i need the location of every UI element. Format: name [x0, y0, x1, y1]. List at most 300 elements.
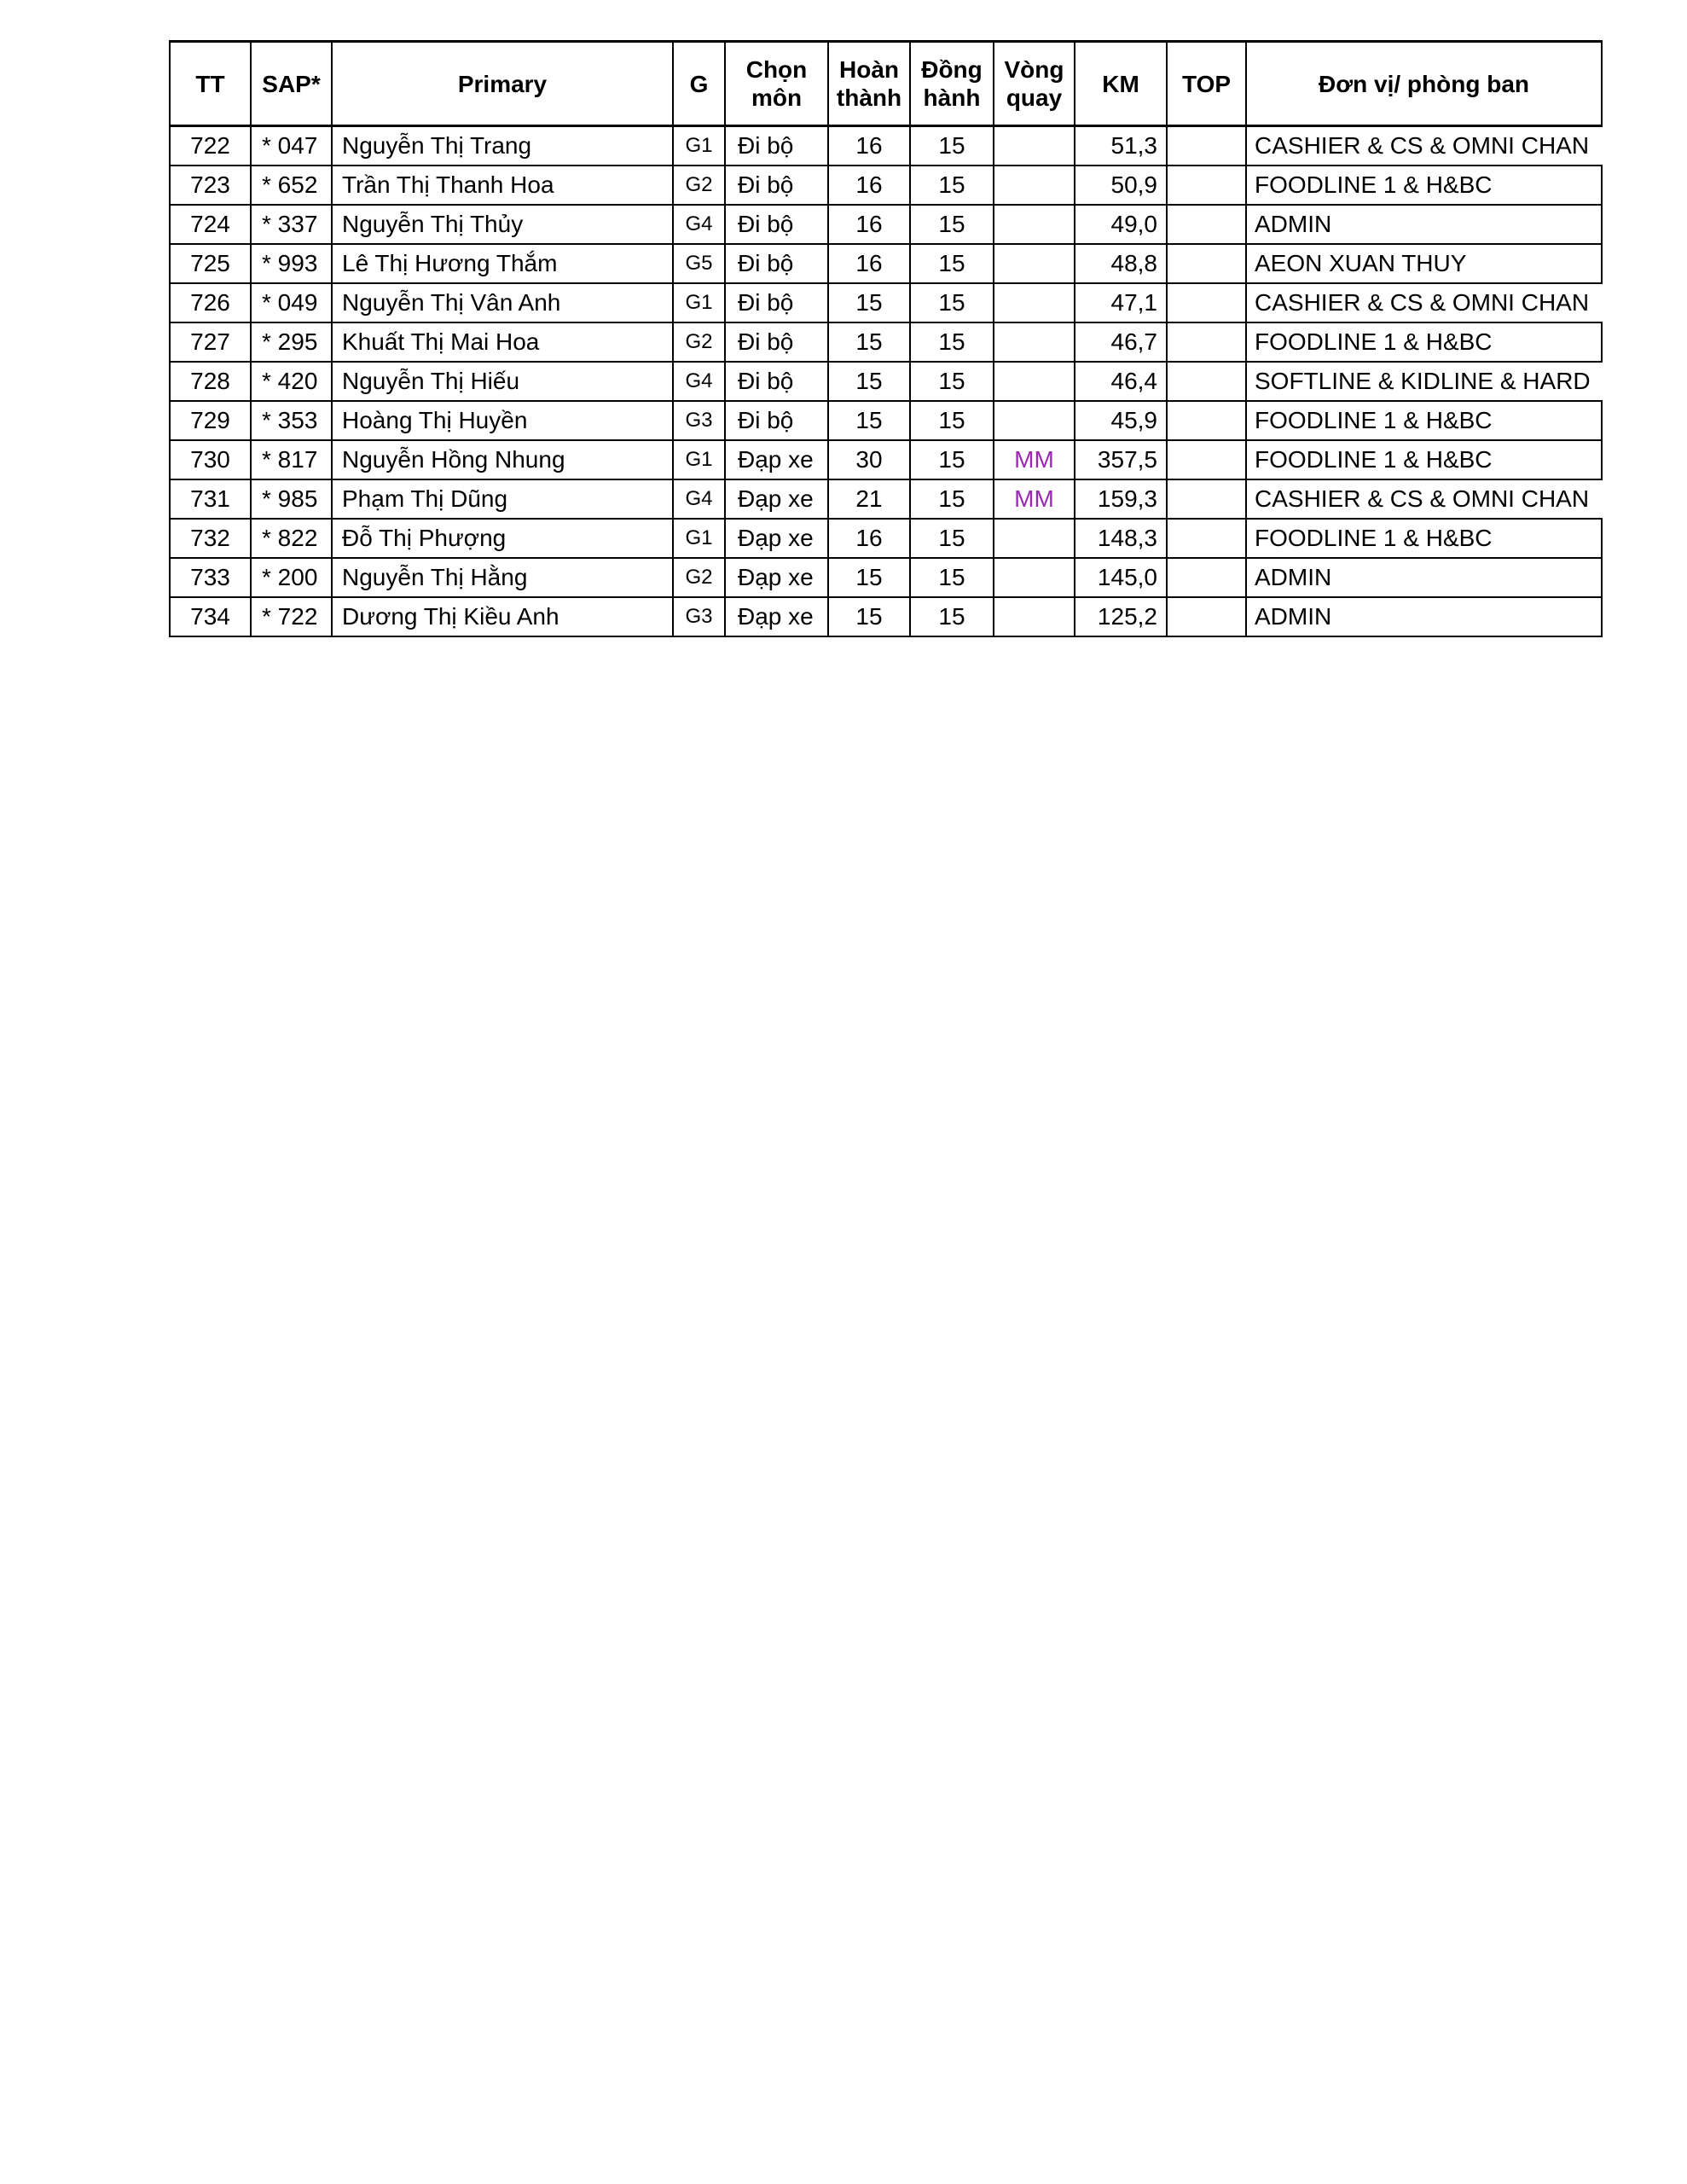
cell-text: 15 [938, 211, 965, 237]
cell-text: G5 [685, 252, 713, 275]
cell-g [674, 127, 726, 165]
cell-text: Dương Thị Kiều Anh [342, 603, 559, 630]
header-label: Đơn vị/ phòng ban [1319, 70, 1529, 97]
cell-sap [252, 127, 333, 165]
cell-vong_quay [994, 520, 1075, 557]
cell-text: 357,5 [1097, 446, 1157, 473]
cell-top [1168, 441, 1247, 479]
cell-text: 722 [190, 132, 230, 159]
cell-text: Đi bộ [738, 368, 794, 394]
header-label: TT [195, 70, 225, 97]
cell-dong_hanh [911, 402, 994, 439]
cell-g [674, 480, 726, 518]
cell-text: 732 [190, 525, 230, 551]
cell-text: * 817 [262, 446, 318, 473]
cell-text: 15 [938, 132, 965, 159]
header-hoan-thanh [829, 43, 911, 125]
cell-text: 734 [190, 603, 230, 630]
cell-text: G2 [685, 173, 713, 196]
cell-text: Đi bộ [738, 328, 794, 355]
cell-sap [252, 363, 333, 400]
cell-primary [333, 166, 674, 204]
cell-primary [333, 363, 674, 400]
cell-text: G1 [685, 526, 713, 549]
cell-text: 733 [190, 564, 230, 590]
cell-primary [333, 480, 674, 518]
cell-text: Đi bộ [738, 171, 794, 198]
cell-top [1168, 206, 1247, 243]
cell-text: 729 [190, 407, 230, 433]
cell-text: Hoàng Thị Huyền [342, 407, 528, 433]
cell-text: Đi bộ [738, 289, 794, 316]
cell-primary [333, 559, 674, 596]
cell-text: 15 [938, 328, 965, 355]
cell-tt [171, 166, 252, 204]
cell-text: FOODLINE 1 & H&BC [1255, 446, 1493, 473]
cell-hoan_thanh [829, 480, 911, 518]
cell-km [1075, 480, 1168, 518]
cell-text: 15 [938, 564, 965, 590]
cell-sap [252, 323, 333, 361]
cell-text: CASHIER & CS & OMNI CHAN [1255, 485, 1590, 512]
cell-text: 15 [938, 603, 965, 630]
cell-dong_hanh [911, 323, 994, 361]
cell-vong_quay [994, 598, 1075, 636]
cell-vong_quay [994, 206, 1075, 243]
cell-text: FOODLINE 1 & H&BC [1255, 328, 1493, 355]
cell-km [1075, 363, 1168, 400]
cell-text: 16 [855, 132, 883, 159]
cell-dong_hanh [911, 363, 994, 400]
cell-don_vi [1247, 166, 1603, 204]
cell-text: 727 [190, 328, 230, 355]
cell-don_vi [1247, 559, 1603, 596]
cell-text: MM [1014, 485, 1054, 512]
cell-text: 50,9 [1110, 171, 1157, 198]
cell-chon_mon [726, 402, 829, 439]
cell-hoan_thanh [829, 166, 911, 204]
cell-text: 15 [938, 407, 965, 433]
cell-text: Phạm Thị Dũng [342, 485, 508, 512]
cell-km [1075, 598, 1168, 636]
cell-text: ADMIN [1255, 603, 1332, 630]
cell-text: * 993 [262, 250, 318, 276]
cell-text: Đạp xe [738, 485, 814, 512]
cell-chon_mon [726, 520, 829, 557]
cell-primary [333, 441, 674, 479]
cell-text: * 337 [262, 211, 318, 237]
cell-text: 125,2 [1097, 603, 1157, 630]
cell-text: * 353 [262, 407, 318, 433]
table-row [171, 480, 1603, 520]
header-label: Vòng quay [1004, 56, 1064, 111]
cell-text: Đi bộ [738, 132, 794, 159]
cell-top [1168, 127, 1247, 165]
cell-text: 145,0 [1097, 564, 1157, 590]
cell-text: 15 [938, 485, 965, 512]
cell-text: G4 [685, 369, 713, 392]
cell-don_vi [1247, 245, 1603, 282]
cell-hoan_thanh [829, 441, 911, 479]
header-label: SAP* [262, 70, 321, 97]
cell-text: 15 [938, 289, 965, 316]
cell-text: 46,4 [1110, 368, 1157, 394]
cell-text: * 722 [262, 603, 318, 630]
cell-text: 148,3 [1097, 525, 1157, 551]
cell-text: 728 [190, 368, 230, 394]
cell-text: 49,0 [1110, 211, 1157, 237]
cell-chon_mon [726, 598, 829, 636]
table-row [171, 363, 1603, 402]
cell-don_vi [1247, 206, 1603, 243]
cell-text: Khuất Thị Mai Hoa [342, 328, 540, 355]
cell-primary [333, 402, 674, 439]
cell-dong_hanh [911, 127, 994, 165]
cell-don_vi [1247, 598, 1603, 636]
cell-hoan_thanh [829, 402, 911, 439]
cell-g [674, 323, 726, 361]
cell-g [674, 598, 726, 636]
cell-chon_mon [726, 441, 829, 479]
cell-hoan_thanh [829, 323, 911, 361]
cell-text: 730 [190, 446, 230, 473]
cell-vong_quay [994, 127, 1075, 165]
cell-vong_quay [994, 363, 1075, 400]
header-label: Hoàn thành [836, 56, 902, 111]
cell-km [1075, 402, 1168, 439]
cell-text: 15 [938, 250, 965, 276]
cell-text: * 200 [262, 564, 318, 590]
header-label: TOP [1181, 70, 1232, 97]
cell-text: G2 [685, 330, 713, 353]
cell-tt [171, 284, 252, 322]
cell-text: Đi bộ [738, 407, 794, 433]
cell-hoan_thanh [829, 598, 911, 636]
cell-hoan_thanh [829, 206, 911, 243]
cell-don_vi [1247, 284, 1603, 322]
cell-g [674, 206, 726, 243]
cell-text: 16 [855, 211, 883, 237]
table-row [171, 166, 1603, 206]
cell-text: 15 [938, 368, 965, 394]
header-label: Primary [457, 70, 548, 97]
cell-chon_mon [726, 206, 829, 243]
cell-text: 46,7 [1110, 328, 1157, 355]
table-row [171, 441, 1603, 480]
cell-vong_quay [994, 441, 1075, 479]
header-dong-hanh [911, 43, 994, 125]
cell-text: ADMIN [1255, 211, 1332, 237]
cell-chon_mon [726, 559, 829, 596]
cell-sap [252, 520, 333, 557]
cell-text: 15 [855, 328, 883, 355]
cell-text: Lê Thị Hương Thắm [342, 250, 558, 276]
cell-text: 15 [855, 368, 883, 394]
cell-text: * 295 [262, 328, 318, 355]
cell-text: Nguyễn Thị Thủy [342, 211, 524, 237]
cell-sap [252, 284, 333, 322]
cell-sap [252, 245, 333, 282]
cell-text: 723 [190, 171, 230, 198]
cell-text: G1 [685, 291, 713, 314]
cell-km [1075, 520, 1168, 557]
cell-top [1168, 480, 1247, 518]
cell-chon_mon [726, 323, 829, 361]
header-km [1075, 43, 1168, 125]
cell-chon_mon [726, 284, 829, 322]
cell-sap [252, 166, 333, 204]
cell-text: ADMIN [1255, 564, 1332, 590]
cell-text: * 985 [262, 485, 318, 512]
cell-vong_quay [994, 166, 1075, 204]
cell-g [674, 363, 726, 400]
header-sap [252, 43, 333, 125]
cell-dong_hanh [911, 441, 994, 479]
cell-tt [171, 323, 252, 361]
cell-text: Đi bộ [738, 211, 794, 237]
cell-text: 21 [855, 485, 883, 512]
cell-primary [333, 245, 674, 282]
cell-km [1075, 284, 1168, 322]
cell-hoan_thanh [829, 127, 911, 165]
cell-vong_quay [994, 480, 1075, 518]
cell-sap [252, 206, 333, 243]
header-tt [171, 43, 252, 125]
cell-don_vi [1247, 520, 1603, 557]
cell-top [1168, 559, 1247, 596]
cell-text: 15 [855, 564, 883, 590]
cell-sap [252, 480, 333, 518]
cell-km [1075, 559, 1168, 596]
cell-text: * 652 [262, 171, 318, 198]
cell-text: * 049 [262, 289, 318, 316]
cell-sap [252, 441, 333, 479]
cell-tt [171, 363, 252, 400]
table-row [171, 206, 1603, 245]
cell-dong_hanh [911, 520, 994, 557]
cell-chon_mon [726, 480, 829, 518]
cell-text: Nguyễn Thị Hằng [342, 564, 528, 590]
cell-sap [252, 402, 333, 439]
header-label: Chọn môn [745, 56, 808, 111]
header-top [1168, 43, 1247, 125]
cell-hoan_thanh [829, 559, 911, 596]
cell-don_vi [1247, 363, 1603, 400]
cell-km [1075, 323, 1168, 361]
cell-text: 16 [855, 525, 883, 551]
cell-tt [171, 480, 252, 518]
cell-vong_quay [994, 284, 1075, 322]
cell-text: SOFTLINE & KIDLINE & HARD [1255, 368, 1591, 394]
cell-text: Đạp xe [738, 525, 814, 551]
cell-text: FOODLINE 1 & H&BC [1255, 525, 1493, 551]
cell-top [1168, 323, 1247, 361]
cell-dong_hanh [911, 284, 994, 322]
cell-text: 16 [855, 250, 883, 276]
cell-km [1075, 245, 1168, 282]
cell-tt [171, 598, 252, 636]
cell-don_vi [1247, 127, 1603, 165]
cell-tt [171, 520, 252, 557]
table-row [171, 245, 1603, 284]
cell-text: FOODLINE 1 & H&BC [1255, 407, 1493, 433]
cell-text: Đạp xe [738, 564, 814, 590]
cell-chon_mon [726, 245, 829, 282]
cell-text: 726 [190, 289, 230, 316]
cell-primary [333, 598, 674, 636]
cell-text: 159,3 [1097, 485, 1157, 512]
cell-g [674, 245, 726, 282]
cell-km [1075, 127, 1168, 165]
cell-text: * 822 [262, 525, 318, 551]
table-row [171, 402, 1603, 441]
cell-text: G2 [685, 566, 713, 589]
cell-km [1075, 206, 1168, 243]
cell-text: * 047 [262, 132, 318, 159]
cell-text: G4 [685, 212, 713, 235]
cell-text: 15 [855, 603, 883, 630]
cell-vong_quay [994, 402, 1075, 439]
cell-chon_mon [726, 166, 829, 204]
cell-vong_quay [994, 559, 1075, 596]
cell-text: 725 [190, 250, 230, 276]
cell-primary [333, 284, 674, 322]
cell-text: Đạp xe [738, 446, 814, 473]
cell-primary [333, 520, 674, 557]
cell-text: CASHIER & CS & OMNI CHAN [1255, 289, 1590, 316]
cell-text: 15 [938, 171, 965, 198]
cell-don_vi [1247, 323, 1603, 361]
cell-g [674, 520, 726, 557]
cell-chon_mon [726, 127, 829, 165]
cell-text: 47,1 [1110, 289, 1157, 316]
cell-text: Đỗ Thị Phượng [342, 525, 507, 551]
cell-g [674, 559, 726, 596]
cell-sap [252, 559, 333, 596]
cell-text: AEON XUAN THUY [1255, 250, 1467, 276]
cell-hoan_thanh [829, 520, 911, 557]
cell-text: MM [1014, 446, 1054, 473]
cell-dong_hanh [911, 559, 994, 596]
cell-text: 51,3 [1110, 132, 1157, 159]
table-row [171, 127, 1603, 166]
cell-sap [252, 598, 333, 636]
cell-text: Nguyễn Thị Trang [342, 132, 532, 159]
header-label: Đồng hành [921, 56, 983, 111]
cell-hoan_thanh [829, 284, 911, 322]
cell-top [1168, 363, 1247, 400]
cell-top [1168, 284, 1247, 322]
header-label: KM [1102, 70, 1139, 97]
results-table [169, 40, 1603, 637]
cell-g [674, 284, 726, 322]
table-row [171, 284, 1603, 323]
cell-top [1168, 245, 1247, 282]
cell-tt [171, 441, 252, 479]
cell-tt [171, 245, 252, 282]
cell-text: 731 [190, 485, 230, 512]
header-label: G [689, 70, 709, 97]
cell-g [674, 441, 726, 479]
cell-primary [333, 323, 674, 361]
cell-text: G1 [685, 134, 713, 157]
cell-dong_hanh [911, 598, 994, 636]
cell-don_vi [1247, 441, 1603, 479]
cell-text: Đạp xe [738, 603, 814, 630]
cell-text: G1 [685, 448, 713, 471]
header-g [674, 43, 726, 125]
cell-vong_quay [994, 323, 1075, 361]
cell-tt [171, 559, 252, 596]
cell-hoan_thanh [829, 363, 911, 400]
header-don-vi [1247, 43, 1603, 125]
header-vong-quay [994, 43, 1075, 125]
table-body [171, 127, 1603, 637]
cell-primary [333, 127, 674, 165]
cell-top [1168, 598, 1247, 636]
cell-text: 15 [938, 525, 965, 551]
cell-text: 15 [855, 407, 883, 433]
table-row [171, 559, 1603, 598]
cell-text: 48,8 [1110, 250, 1157, 276]
table-row [171, 598, 1603, 637]
cell-top [1168, 166, 1247, 204]
cell-km [1075, 441, 1168, 479]
cell-dong_hanh [911, 206, 994, 243]
cell-text: 724 [190, 211, 230, 237]
table-row [171, 323, 1603, 363]
cell-text: * 420 [262, 368, 318, 394]
cell-top [1168, 402, 1247, 439]
cell-text: FOODLINE 1 & H&BC [1255, 171, 1493, 198]
cell-text: G4 [685, 487, 713, 510]
cell-text: 16 [855, 171, 883, 198]
cell-dong_hanh [911, 480, 994, 518]
header-primary [333, 43, 674, 125]
cell-text: Nguyễn Hồng Nhung [342, 446, 565, 473]
cell-km [1075, 166, 1168, 204]
cell-tt [171, 206, 252, 243]
cell-text: Trần Thị Thanh Hoa [342, 171, 554, 198]
cell-text: 15 [855, 289, 883, 316]
cell-text: G3 [685, 409, 713, 432]
header-chon-mon [726, 43, 829, 125]
cell-text: Đi bộ [738, 250, 794, 276]
cell-text: 30 [855, 446, 883, 473]
cell-dong_hanh [911, 245, 994, 282]
cell-don_vi [1247, 480, 1603, 518]
cell-dong_hanh [911, 166, 994, 204]
cell-primary [333, 206, 674, 243]
cell-text: G3 [685, 605, 713, 628]
cell-text: 45,9 [1110, 407, 1157, 433]
cell-tt [171, 402, 252, 439]
cell-text: Nguyễn Thị Vân Anh [342, 289, 561, 316]
cell-chon_mon [726, 363, 829, 400]
cell-text: CASHIER & CS & OMNI CHAN [1255, 132, 1590, 159]
cell-don_vi [1247, 402, 1603, 439]
table-header-row [171, 43, 1603, 127]
cell-vong_quay [994, 245, 1075, 282]
cell-g [674, 402, 726, 439]
cell-text: Nguyễn Thị Hiếu [342, 368, 520, 394]
cell-text: 15 [938, 446, 965, 473]
cell-g [674, 166, 726, 204]
cell-tt [171, 127, 252, 165]
cell-top [1168, 520, 1247, 557]
cell-hoan_thanh [829, 245, 911, 282]
table-row [171, 520, 1603, 559]
